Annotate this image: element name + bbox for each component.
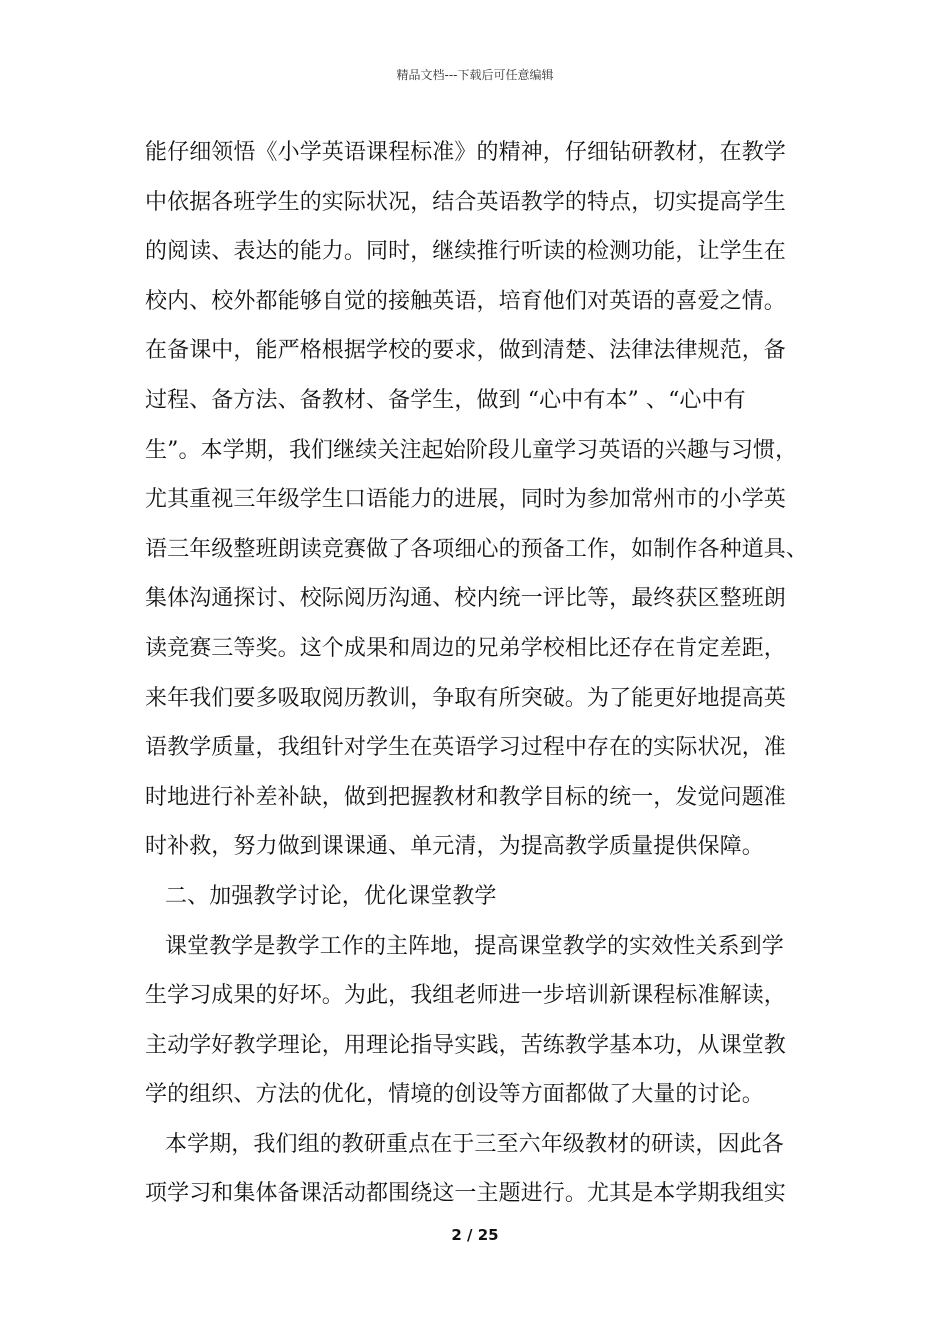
page-header: 精品文档---下载后可任意编辑 [396, 68, 554, 82]
text-line: 本学期，我们组的教研重点在于三至六年级教材的研读，因此各 [165, 1131, 784, 1157]
text-line: 主动学好教学理论，用理论指导实践，苦练教学基本功，从课堂教 [145, 1032, 786, 1058]
text-line: 学的组织、方法的优化，情境的创设等方面都做了大量的讨论。 [145, 1082, 764, 1108]
text-line: 时补救，努力做到课课通、单元清，为提高教学质量提供保障。 [145, 834, 764, 860]
page-number: 2 / 25 [451, 1226, 499, 1244]
document-body [145, 128, 825, 1219]
text-line: 集体沟通探讨、校际阅历沟通、校内统一评比等，最终获区整班朗 [145, 586, 786, 612]
text-line: 在备课中，能严格根据学校的要求，做到清楚、法律法律规范，备 [145, 338, 786, 364]
text-line: 生”。本学期，我们继续关注起始阶段儿童学习英语的兴趣与习惯， [145, 437, 798, 463]
text-line: 语三年级整班朗读竞赛做了各项细心的预备工作，如制作各种道具、 [145, 536, 809, 562]
text-line: 生学习成果的好坏。为此，我组老师进一步培训新课程标准解读， [145, 983, 786, 1009]
text-line: 时地进行补差补缺，做到把握教材和教学目标的统一，发觉问题准 [145, 784, 786, 810]
text-line: 中依据各班学生的实际状况，结合英语教学的特点，切实提高学生 [145, 189, 786, 215]
text-line: 能仔细领悟《小学英语课程标准》的精神，仔细钻研教材，在教学 [145, 140, 786, 165]
text-line: 的阅读、表达的能力。同时，继续推行听读的检测功能，让学生在 [145, 239, 786, 265]
text-line: 来年我们要多吸取阅历教训，争取有所突破。为了能更好地提高英 [145, 685, 786, 711]
text-line: 校内、校外都能够自觉的接触英语，培育他们对英语的喜爱之情。 [145, 288, 786, 314]
text-line: 尤其重视三年级学生口语能力的进展，同时为参加常州市的小学英 [145, 487, 786, 513]
text-line: 课堂教学是教学工作的主阵地，提高课堂教学的实效性关系到学 [165, 933, 784, 959]
text-line: 项学习和集体备课活动都围绕这一主题进行。尤其是本学期我组实 [145, 1181, 786, 1207]
section-heading: 二、加强教学讨论，优化课堂教学 [165, 883, 497, 909]
text-line: 语教学质量，我组针对学生在英语学习过程中存在的实际状况，准 [145, 735, 786, 761]
text-line: 过程、备方法、备教材、备学生，做到 “心中有本” 、“心中有 [145, 387, 746, 413]
text-line: 读竞赛三等奖。这个成果和周边的兄弟学校相比还存在肯定差距， [145, 635, 786, 661]
